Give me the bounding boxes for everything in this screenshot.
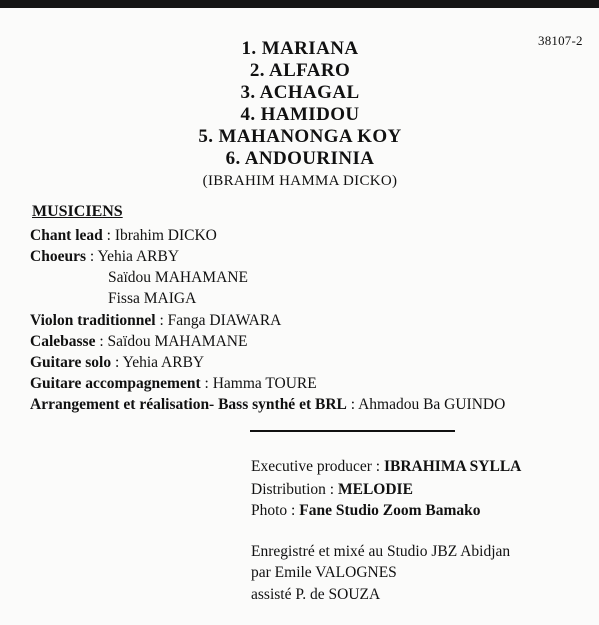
credit-executive-producer xyxy=(251,458,521,476)
credit-label: Photo : xyxy=(251,502,300,519)
separator: : xyxy=(102,227,115,244)
credit-label: Distribution : xyxy=(251,481,338,498)
role-label: Violon traditionnel xyxy=(30,312,156,329)
track-list xyxy=(0,38,599,191)
separator: : xyxy=(200,375,213,392)
musician-name: Fanga DIAWARA xyxy=(167,312,282,329)
role-label: Arrangement et réalisation- Bass synthé et BRL xyxy=(30,396,347,413)
musician-guitare-accompagnement xyxy=(30,375,317,393)
recording-line-1: Enregistré et mixé au Studio JBZ Abidjan xyxy=(251,543,511,560)
track-item: 1. MARIANA xyxy=(241,38,359,59)
musician-name: Saïdou MAHAMANE xyxy=(107,333,248,350)
track-item: 6. ANDOURINIA xyxy=(225,148,375,169)
track-item: 3. ACHAGAL xyxy=(240,82,360,103)
credit-value: IBRAHIMA SYLLA xyxy=(383,458,522,475)
musicians-heading: MUSICIENS xyxy=(32,203,123,220)
track-item: 2. ALFARO xyxy=(249,60,351,81)
musician-arrangement xyxy=(30,396,505,414)
musician-name: Ibrahim DICKO xyxy=(114,227,217,244)
credit-distribution xyxy=(251,481,413,499)
top-border xyxy=(0,0,599,8)
separator: : xyxy=(85,248,98,265)
musician-name: Hamma TOURE xyxy=(212,375,317,392)
divider-line xyxy=(250,430,455,432)
musician-calebasse xyxy=(30,333,247,351)
recording-line-2: par Emile VALOGNES xyxy=(251,564,397,581)
track-item: 4. HAMIDOU xyxy=(240,104,360,125)
musician-name: Yehia ARBY xyxy=(122,354,205,371)
separator: : xyxy=(111,354,123,371)
separator: : xyxy=(155,312,168,329)
musician-violon xyxy=(30,312,281,330)
role-label: Choeurs xyxy=(30,248,86,265)
musician-guitare-solo xyxy=(30,354,204,372)
musician-name: Yehia ARBY xyxy=(97,248,180,265)
separator: : xyxy=(95,333,108,350)
credit-label: Executive producer : xyxy=(251,458,384,475)
role-label: Guitare accompagnement xyxy=(30,375,201,392)
composer-credit: (IBRAHIM HAMMA DICKO) xyxy=(202,173,398,189)
catalog-number: 38107-2 xyxy=(538,33,583,48)
separator: : xyxy=(346,396,359,413)
musician-choeurs-2: Saïdou MAHAMANE xyxy=(108,269,248,286)
credit-photo xyxy=(251,502,481,520)
musician-chant-lead xyxy=(30,227,217,245)
musician-name: Ahmadou Ba GUINDO xyxy=(358,396,506,413)
musician-choeurs xyxy=(30,248,179,266)
credit-value: MELODIE xyxy=(337,481,413,498)
role-label: Calebasse xyxy=(30,333,96,350)
track-item: 5. MAHANONGA KOY xyxy=(198,126,402,147)
role-label: Guitare solo xyxy=(30,354,112,371)
musician-choeurs-3: Fissa MAIGA xyxy=(108,290,197,307)
role-label: Chant lead xyxy=(30,227,103,244)
recording-line-3: assisté P. de SOUZA xyxy=(251,586,381,603)
credit-value: Fane Studio Zoom Bamako xyxy=(299,502,481,519)
